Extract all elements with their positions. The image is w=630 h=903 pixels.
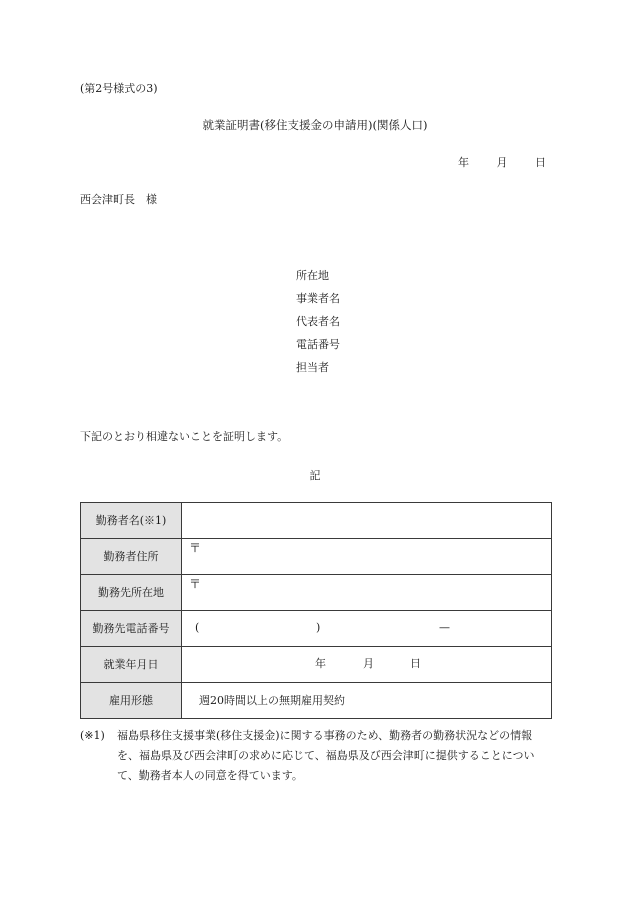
table-row bbox=[81, 683, 552, 719]
date-line bbox=[458, 157, 546, 168]
worker-name-label: 勤務者名(※1) bbox=[81, 503, 182, 539]
phone-open-paren: ( bbox=[195, 621, 200, 634]
issuer-phone-label: 電話番号 bbox=[296, 338, 340, 351]
worker-address-label: 勤務者住所 bbox=[81, 539, 182, 575]
employment-date-label: 就業年月日 bbox=[81, 647, 182, 683]
issuer-contact-label: 担当者 bbox=[296, 361, 329, 374]
employment-type-value: 週20時間以上の無期雇用契約 bbox=[182, 683, 552, 719]
postal-mark: 〒 bbox=[189, 541, 202, 555]
workplace-address-label: 勤務先所在地 bbox=[81, 575, 182, 611]
date-month: 月 bbox=[496, 156, 508, 169]
addressee: 西会津町長 様 bbox=[80, 193, 157, 206]
issuer-representative-label: 代表者名 bbox=[296, 315, 340, 328]
workplace-address-field[interactable] bbox=[182, 575, 552, 611]
employment-date-field[interactable] bbox=[182, 647, 552, 683]
form-number: (第2号様式の3) bbox=[80, 82, 158, 95]
issuer-address-label: 所在地 bbox=[296, 269, 329, 282]
employment-date-year: 年 bbox=[315, 657, 326, 670]
table-row bbox=[81, 539, 552, 575]
postal-mark: 〒 bbox=[189, 577, 202, 591]
note-text: 福島県移住支援事業(移住支援金)に関する事務のため、勤務者の勤務状況などの情報を、福島県及び西会津町の求めに応じて、福島県及び西会津町に提供することについて、勤務者本人の同意を得ています。 bbox=[117, 729, 535, 782]
table-row bbox=[81, 611, 552, 647]
date-year: 年 bbox=[458, 156, 469, 169]
phone-close-paren: ) bbox=[316, 621, 321, 634]
certification-statement: 下記のとおり相違ないことを証明します。 bbox=[80, 430, 289, 443]
date-day: 日 bbox=[535, 156, 546, 169]
document-title: 就業証明書(移住支援金の申請用)(関係人口) bbox=[202, 118, 428, 132]
ki-heading: 記 bbox=[309, 469, 321, 482]
employment-date-month: 月 bbox=[363, 657, 374, 670]
issuer-company-label: 事業者名 bbox=[296, 292, 340, 305]
workplace-phone-label: 勤務先電話番号 bbox=[81, 611, 182, 647]
issuer-block bbox=[296, 270, 340, 385]
employment-info-table bbox=[80, 502, 552, 719]
worker-address-field[interactable] bbox=[182, 539, 552, 575]
employment-date-day: 日 bbox=[410, 657, 421, 670]
table-row bbox=[81, 575, 552, 611]
table-row bbox=[81, 503, 552, 539]
table-row bbox=[81, 647, 552, 683]
workplace-phone-field[interactable] bbox=[182, 611, 552, 647]
worker-name-field[interactable] bbox=[182, 503, 552, 539]
note-mark: (※1) bbox=[80, 729, 105, 742]
phone-dash: — bbox=[439, 621, 450, 634]
employment-type-label: 雇用形態 bbox=[81, 683, 182, 719]
